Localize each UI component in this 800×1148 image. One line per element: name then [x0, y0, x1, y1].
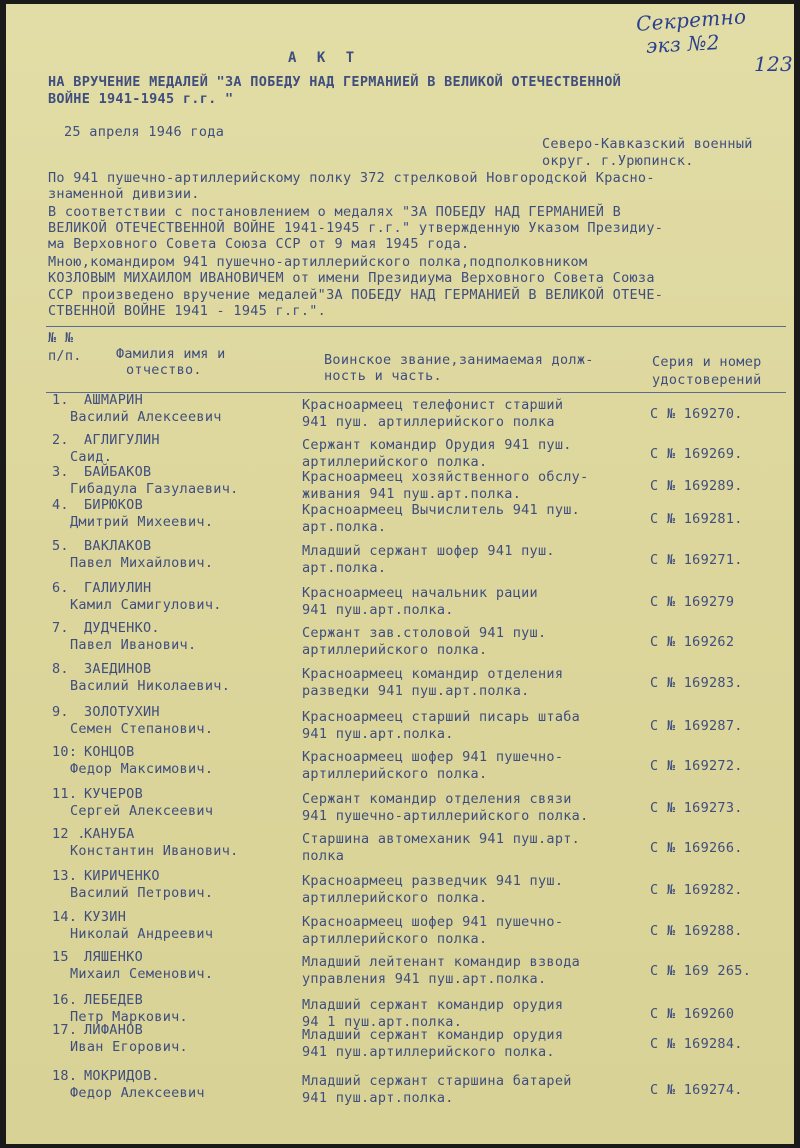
given-names: Василий Петрович. [70, 885, 214, 901]
rank-line: Младший сержант командир орудия [302, 997, 564, 1013]
rank-line: Красноармеец командир отделения [302, 666, 564, 682]
given-names: Василий Алексеевич [70, 409, 222, 425]
rank-line: 941 пуш.арт.полка. [302, 602, 454, 618]
rank-line: артиллерийского полка. [302, 766, 488, 782]
doc-title-line2: ВОЙНЕ 1941-1945 г.г. " [48, 91, 234, 107]
surname: ГАЛИУЛИН [84, 580, 152, 596]
certificate-number: С № 169289. [650, 478, 743, 494]
handwritten-page-number: 123 [754, 52, 794, 76]
certificate-number: С № 169287. [650, 718, 743, 734]
given-names: Павел Иванович. [70, 637, 197, 653]
surname: ЗОЛОТУХИН [84, 704, 160, 720]
surname: МОКРИДОВ. [84, 1068, 160, 1084]
body-line: СТВЕННОЙ ВОЙНЕ 1941 - 1945 г.г.". [48, 303, 327, 319]
table-header-rule [46, 392, 786, 393]
certificate-number: С № 169288. [650, 923, 743, 939]
rank-line: Красноармеец начальник рации [302, 585, 538, 601]
row-number: 8. [52, 661, 69, 677]
given-names: Михаил Семенович. [70, 966, 214, 982]
row-number: 5. [52, 538, 69, 554]
certificate-number: С № 169272. [650, 758, 743, 774]
rank-line: 941 пуш. артиллерийского полка [302, 414, 555, 430]
surname: КОНЦОВ [84, 744, 135, 760]
rank-line: Красноармеец шофер 941 пушечно- [302, 749, 564, 765]
row-number: 14. [52, 909, 78, 925]
given-names: Саид. [70, 449, 113, 465]
row-number: 4. [52, 497, 69, 513]
rank-line: артиллерийского полка. [302, 454, 488, 470]
row-number: 12 . [52, 826, 86, 842]
rank-line: Старшина автомеханик 941 пуш.арт. [302, 831, 581, 847]
rank-line: арт.полка. [302, 560, 387, 576]
rank-line: Красноармеец Вычислитель 941 пуш. [302, 502, 581, 518]
rank-line: Младший сержант старшина батарей [302, 1073, 572, 1089]
certificate-number: С № 169282. [650, 882, 743, 898]
handwritten-secret-note: Секретно [635, 4, 748, 36]
surname: КАНУБА [84, 826, 135, 842]
body-line: ма Верховного Совета Союза ССР от 9 мая 1945 года. [48, 236, 470, 252]
given-names: Петр Маркович. [70, 1009, 188, 1025]
body-line: знаменной дивизии. [48, 186, 200, 202]
rank-line: Младший лейтенант командир взвода [302, 954, 581, 970]
row-number: 16. [52, 992, 78, 1008]
handwritten-copy-note: экз №2 [645, 30, 721, 58]
certificate-number: С № 169269. [650, 446, 743, 462]
rank-line: арт.полка. [302, 519, 387, 535]
surname: АШМАРИН [84, 392, 143, 408]
col-header-name: отчество. [126, 362, 202, 378]
surname: ДУДЧЕНКО. [84, 620, 160, 636]
surname: ВАКЛАКОВ [84, 538, 152, 554]
col-header-cert: удостоверений [652, 372, 762, 388]
row-number: 18. [52, 1068, 78, 1084]
row-number: 6. [52, 580, 69, 596]
surname: ЛИФАНОВ [84, 1022, 143, 1038]
certificate-number: С № 169266. [650, 840, 743, 856]
row-number: 10: [52, 744, 78, 760]
surname: КУЗИН [84, 909, 127, 925]
body-line: КОЗЛОВЫМ МИХАИЛОМ ИВАНОВИЧЕМ от имени Президиума Верховного Совета Союза [48, 270, 655, 286]
col-header-rank: Воинское звание,занимаемая долж- [324, 352, 594, 368]
body-line: Мною,командиром 941 пушечно-артиллерийского полка,подполковником [48, 254, 588, 270]
body-line: ССР произведено вручение медалей"ЗА ПОБЕДУ НАД ГЕРМАНИЕЙ В ВЕЛИКОЙ ОТЕЧЕ- [48, 287, 664, 303]
row-number: 3. [52, 464, 69, 480]
certificate-number: С № 169284. [650, 1036, 743, 1052]
rank-line: Красноармеец разведчик 941 пуш. [302, 873, 564, 889]
rank-line: 941 пуш.арт.полка. [302, 726, 454, 742]
surname: БАЙБАКОВ [84, 464, 152, 480]
doc-title-line1: НА ВРУЧЕНИЕ МЕДАЛЕЙ "ЗА ПОБЕДУ НАД ГЕРМАНИЕЙ В ВЕЛИКОЙ ОТЕЧЕСТВЕННОЙ [48, 74, 622, 90]
rank-line: Сержант командир отделения связи [302, 791, 572, 807]
rank-line: артиллерийского полка. [302, 642, 488, 658]
surname: ЛЕБЕДЕВ [84, 992, 143, 1008]
surname: АГЛИГУЛИН [84, 432, 160, 448]
col-header-name: Фамилия имя и [116, 346, 226, 362]
table-top-rule [46, 326, 786, 327]
rank-line: полка [302, 848, 345, 864]
certificate-number: С № 169 265. [650, 963, 752, 979]
given-names: Василий Николаевич. [70, 678, 231, 694]
certificate-number: С № 169279 [650, 594, 735, 610]
rank-line: управления 941 пуш.арт.полка. [302, 971, 547, 987]
rank-line: Сержант командир Орудия 941 пуш. [302, 437, 572, 453]
surname: КИРИЧЕНКО [84, 868, 160, 884]
row-number: 9. [52, 704, 69, 720]
certificate-number: С № 169273. [650, 800, 743, 816]
body-line: ВЕЛИКОЙ ОТЕЧЕСТВЕННОЙ ВОЙНЕ 1941-1945 г.г." утвержденную Указом Президиу- [48, 220, 664, 236]
col-header-rank: ность и часть. [324, 368, 442, 384]
body-line: В соответствии с постановлением о медалях "ЗА ПОБЕДУ НАД ГЕРМАНИЕЙ В [48, 204, 622, 220]
certificate-number: С № 169262 [650, 634, 735, 650]
given-names: Гибадула Газулаевич. [70, 481, 239, 497]
row-number: 15 [52, 949, 69, 965]
given-names: Федор Максимович. [70, 761, 214, 777]
given-names: Семен Степанович. [70, 721, 214, 737]
certificate-number: С № 169283. [650, 675, 743, 691]
certificate-number: С № 169274. [650, 1082, 743, 1098]
row-number: 11. [52, 786, 78, 802]
row-number: 1. [52, 392, 69, 408]
rank-line: Красноармеец старший писарь штаба [302, 709, 581, 725]
document-page [6, 4, 794, 1144]
rank-line: артиллерийского полка. [302, 890, 488, 906]
given-names: Иван Егорович. [70, 1039, 188, 1055]
rank-line: 941 пуш.артиллерийского полка. [302, 1044, 555, 1060]
given-names: Павел Михайлович. [70, 555, 214, 571]
col-header-cert: Серия и номер [652, 354, 762, 370]
given-names: Федор Алексеевич [70, 1085, 205, 1101]
rank-line: 941 пуш.арт.полка. [302, 1090, 454, 1106]
col-header-num: № № [48, 330, 74, 346]
row-number: 2. [52, 432, 69, 448]
certificate-number: С № 169270. [650, 406, 743, 422]
rank-line: Красноармеец хозяйственного обслу- [302, 469, 589, 485]
doc-date: 25 апреля 1946 года [64, 124, 225, 140]
row-number: 13. [52, 868, 78, 884]
rank-line: 94 1 пуш.арт.полка. [302, 1014, 463, 1030]
rank-line: живания 941 пуш.арт.полка. [302, 486, 522, 502]
surname: ЗАЕДИНОВ [84, 661, 152, 677]
certificate-number: С № 169281. [650, 511, 743, 527]
surname: КУЧЕРОВ [84, 786, 143, 802]
surname: ЛЯШЕНКО [84, 949, 143, 965]
rank-line: артиллерийского полка. [302, 931, 488, 947]
given-names: Сергей Алексеевич [70, 803, 214, 819]
given-names: Николай Андреевич [70, 926, 214, 942]
row-number: 17. [52, 1022, 78, 1038]
surname: БИРЮКОВ [84, 497, 143, 513]
doc-place-line2: округ. г.Урюпинск. [542, 153, 694, 169]
rank-line: Красноармеец шофер 941 пушечно- [302, 914, 564, 930]
certificate-number: С № 169260 [650, 1006, 735, 1022]
rank-line: Красноармеец телефонист старший [302, 397, 564, 413]
rank-line: 941 пушечно-артиллерийского полка. [302, 808, 589, 824]
doc-type-title: А К Т [288, 50, 361, 66]
given-names: Камил Самигулович. [70, 597, 222, 613]
body-line: По 941 пушечно-артиллерийскому полку 372 стрелковой Новгородской Красно- [48, 170, 655, 186]
given-names: Константин Иванович. [70, 843, 239, 859]
given-names: Дмитрий Михеевич. [70, 514, 214, 530]
rank-line: Младший сержант шофер 941 пуш. [302, 543, 555, 559]
rank-line: разведки 941 пуш.арт.полка. [302, 683, 530, 699]
rank-line: Сержант зав.столовой 941 пуш. [302, 625, 547, 641]
doc-place-line1: Северо-Кавказский военный [542, 136, 753, 152]
certificate-number: С № 169271. [650, 552, 743, 568]
col-header-num: п/п. [48, 348, 82, 364]
row-number: 7. [52, 620, 69, 636]
rank-line: Младший сержант командир орудия [302, 1027, 564, 1043]
